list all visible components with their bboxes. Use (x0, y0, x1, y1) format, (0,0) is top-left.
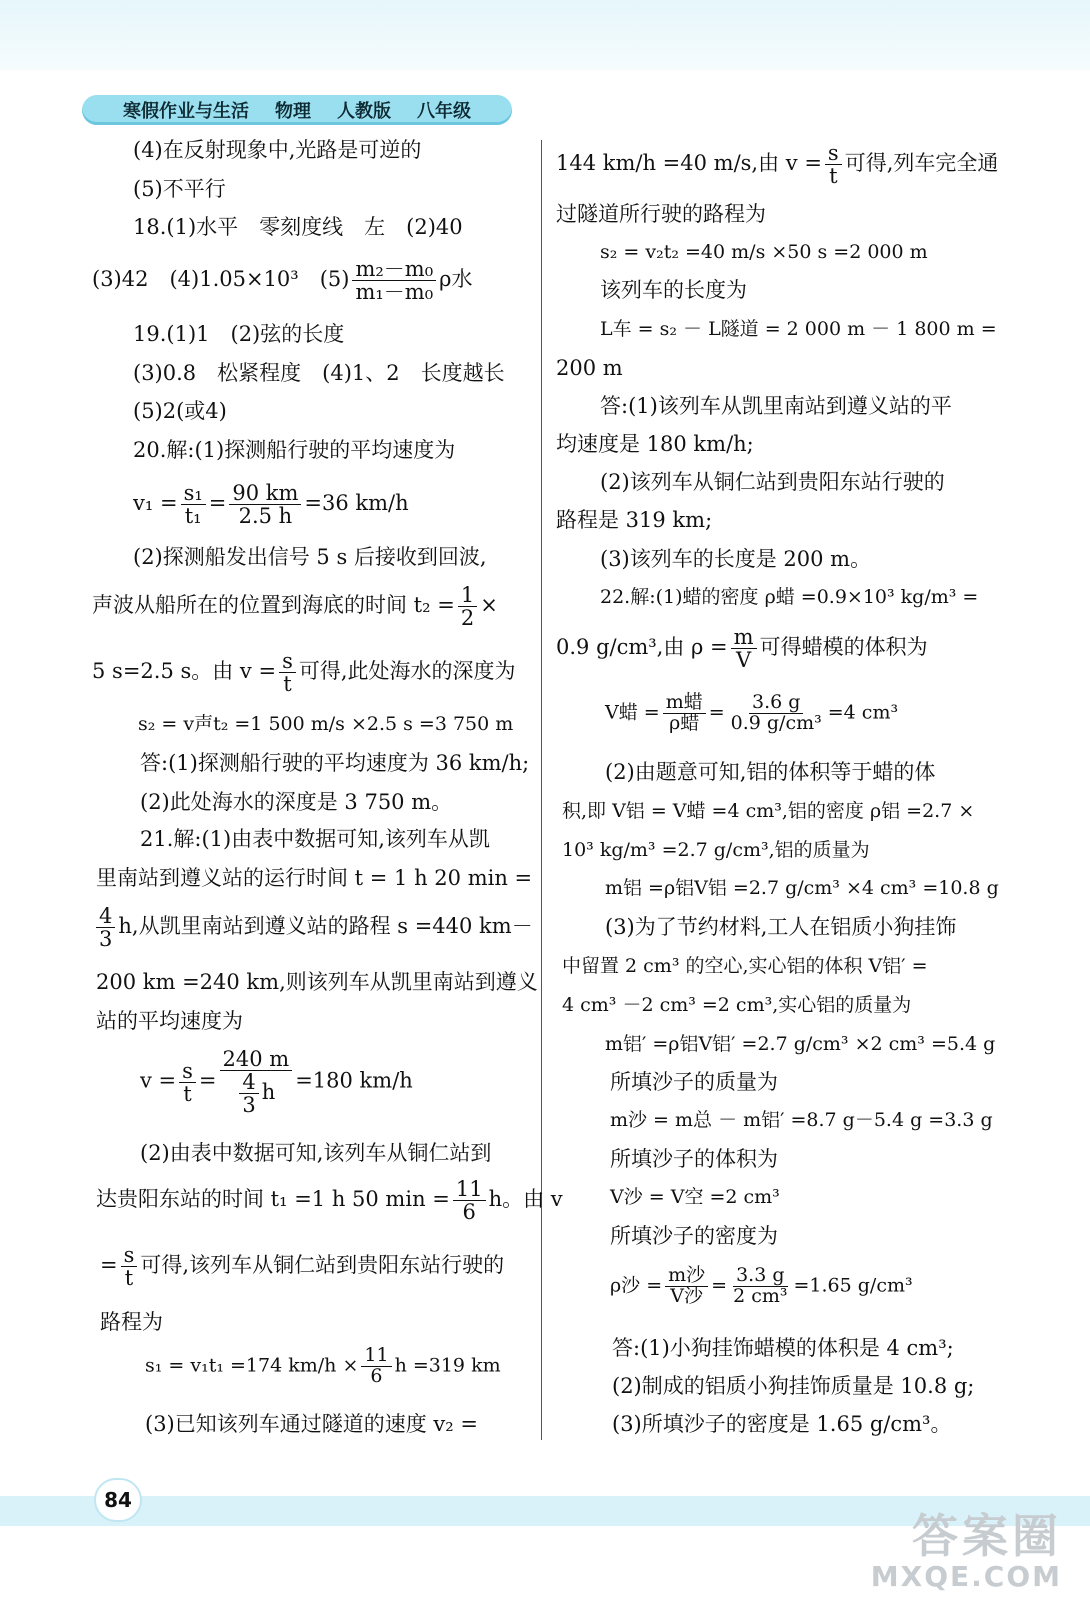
text-span: h,从凯里南站到遵义站的路程 s =440 km－ (118, 914, 533, 939)
denominator: V沙 (670, 1284, 704, 1307)
text-line: (5)不平行 (133, 177, 226, 201)
equation-line (556, 626, 928, 671)
numerator: 4 (96, 905, 115, 928)
text-line: (3)该列车的长度是 200 m。 (600, 547, 872, 571)
numerator: s (179, 1060, 196, 1083)
text-span: 可得,此处海水的深度为 (298, 659, 516, 684)
equation-line (556, 142, 998, 187)
denominator: 6 (462, 1200, 476, 1225)
text-line: 20.解:(1)探测船行驶的平均速度为 (133, 438, 456, 462)
denominator: 0.9 g/cm³ (730, 711, 822, 734)
text-span: 可得,该列车从铜仁站到贵阳东站行驶的 (140, 1253, 505, 1278)
edition-label: 人教版 (337, 101, 391, 122)
equation-line: m沙 = m总 － m铝′ =8.7 g－5.4 g =3.3 g (610, 1109, 993, 1131)
text-span: =180 km/h (295, 1068, 413, 1093)
text-line: 10³ kg/m³ =2.7 g/cm³,铝的质量为 (562, 839, 870, 861)
fraction (361, 1346, 391, 1387)
equation-line (145, 1346, 501, 1387)
text-span: 声波从船所在的位置到海底的时间 t₂ = (92, 593, 455, 618)
top-band (0, 0, 1090, 70)
denominator: t (829, 164, 838, 189)
text-span: × (480, 593, 498, 618)
text-line: 所填沙子的体积为 (610, 1147, 778, 1171)
text-line: 积,即 V铝 = V蜡 =4 cm³,铝的密度 ρ铝 =2.7 × (562, 800, 975, 822)
numerator: 3.3 g (733, 1266, 787, 1287)
equation-line (96, 1178, 563, 1223)
numerator: m蜡 (663, 693, 706, 714)
text-line: (2)由题意可知,铝的体积等于蜡的体 (605, 760, 936, 784)
subject-label: 物理 (275, 101, 311, 122)
text-line: (3)已知该列车通过隧道的速度 v₂ = (145, 1412, 478, 1436)
numerator: 1 (458, 584, 477, 607)
fraction (181, 482, 206, 527)
watermark-url: MXQE.COM (870, 1560, 1062, 1593)
grade-label: 八年级 (417, 101, 471, 122)
equation-line (92, 258, 473, 303)
text-span: 达贵阳东站的时间 t₁ =1 h 50 min = (96, 1187, 450, 1212)
denominator: 2 cm³ (733, 1284, 788, 1307)
text-line: 200 m (556, 356, 623, 380)
text-line: 答:(1)小狗挂饰蜡模的体积是 4 cm³; (612, 1336, 954, 1360)
numerator: 11 (361, 1346, 391, 1367)
text-span: s₁ = v₁t₁ =174 km/h × (145, 1354, 359, 1377)
text-line: 路程是 319 km; (556, 508, 713, 532)
text-span: ρ沙 = (610, 1274, 663, 1297)
text-line: (4)在反射现象中,光路是可逆的 (133, 138, 422, 162)
text-line: 该列车的长度为 (600, 278, 747, 302)
denominator: 3 (99, 927, 113, 952)
denominator: t (283, 672, 292, 697)
page-number: 84 (94, 1478, 142, 1522)
text-line: 答:(1)该列车从凯里南站到遵义站的平 (600, 394, 952, 418)
equation-line (92, 650, 516, 695)
page-header (82, 95, 512, 125)
watermark-logo-text: 答案圈 (912, 1509, 1062, 1563)
equation-line: v = $\frac{s}{t}$ = 240 m $\frac{4}{3}$ h =180 km/h (140, 1047, 413, 1118)
text-span: 0.9 g/cm³,由 ρ = (556, 635, 728, 660)
denominator: ρ蜡 (669, 711, 700, 734)
fraction (453, 1178, 486, 1223)
equation-line: m铝 =ρ铝V铝 =2.7 g/cm³ ×4 cm³ =10.8 g (605, 877, 999, 899)
numerator: s (121, 1244, 138, 1267)
text-line: 21.解:(1)由表中数据可知,该列车从凯 (140, 827, 490, 851)
fraction (728, 693, 825, 734)
denominator: m₁－m₀ (355, 280, 434, 305)
text-span: 可得,列车完全通 (844, 151, 999, 176)
fraction (279, 650, 296, 695)
numerator: m (731, 626, 757, 649)
denominator: 3 (242, 1093, 256, 1118)
numerator: 4 (239, 1071, 258, 1094)
fraction (121, 1244, 138, 1289)
text-span: ρ水 (439, 267, 473, 292)
fraction (352, 258, 436, 303)
text-line: 均速度是 180 km/h; (556, 432, 754, 456)
fraction (825, 142, 842, 187)
text-line: (3)所填沙子的密度是 1.65 g/cm³。 (612, 1412, 952, 1436)
text-line: (2)该列车从铜仁站到贵阳东站行驶的 (600, 470, 945, 494)
text-span: 144 km/h =40 m/s,由 v = (556, 151, 822, 176)
numerator: m沙 (665, 1266, 708, 1287)
text-line: 所填沙子的密度为 (610, 1224, 778, 1248)
text-line: 路程为 (100, 1310, 163, 1334)
text-span: h。由 v (488, 1187, 563, 1212)
denominator (233, 1071, 278, 1116)
text-line: (2)制成的铝质小狗挂饰质量是 10.8 g; (612, 1374, 975, 1398)
equation-line: V沙 = V空 =2 cm³ (610, 1186, 780, 1208)
text-line: 站的平均速度为 (96, 1009, 243, 1033)
numerator: s (825, 142, 842, 165)
equation-line: L车 = s₂ － L隧道 = 2 000 m － 1 800 m = (600, 318, 997, 340)
text-span: =1.65 g/cm³ (793, 1274, 913, 1297)
text-line: (3)0.8 松紧程度 (4)1、2 长度越长 (133, 361, 505, 385)
equation-line: m铝′ =ρ铝V铝′ =2.7 g/cm³ ×2 cm³ =5.4 g (605, 1033, 996, 1055)
text-span: h (261, 1080, 276, 1105)
fraction (229, 482, 301, 527)
text-line: 里南站到遵义站的运行时间 t = 1 h 20 min = (96, 866, 533, 890)
denominator: t₁ (184, 504, 202, 529)
denominator: 2 (460, 606, 475, 631)
text-line: (5)2(或4) (133, 399, 227, 423)
denominator: 2.5 h (238, 504, 293, 529)
equation-line (92, 584, 498, 629)
equation-line (96, 905, 533, 950)
numerator: 90 km (229, 482, 301, 505)
text-span: =36 km/h (304, 491, 409, 516)
text-span: = (100, 1253, 118, 1278)
fraction (179, 1060, 196, 1105)
denominator: t (124, 1266, 134, 1291)
text-span: 5 s=2.5 s。由 v = (92, 659, 277, 684)
book-title: 寒假作业与生活 (123, 101, 249, 122)
fraction (239, 1071, 258, 1116)
denominator: t (183, 1081, 192, 1106)
text-span: (3)42 (4)1.05×10³ (5) (92, 267, 350, 292)
numerator: s (279, 650, 296, 673)
text-span: V蜡 = (605, 701, 660, 724)
numerator: 240 m (220, 1048, 293, 1071)
text-line: 所填沙子的质量为 (610, 1070, 778, 1094)
text-line: 答:(1)探测船行驶的平均速度为 36 km/h; (140, 751, 530, 775)
text-span: v = (140, 1068, 177, 1093)
text-span: v₁ = (133, 491, 178, 516)
text-line: 22.解:(1)蜡的密度 ρ蜡 =0.9×10³ kg/m³ = (600, 586, 979, 608)
numerator: 11 (453, 1178, 486, 1201)
equation-line: V蜡 = $\frac{\text{m蜡}}{\text{ρ蜡}}$ = $\frac{3.6 g}{\text{0.9 g/cm³}}$ =4 cm³ (605, 691, 899, 734)
denominator: V (736, 648, 752, 673)
numerator: s₁ (181, 482, 206, 505)
watermark (871, 1500, 1062, 1593)
text-line: 中留置 2 cm³ 的空心,实心铝的体积 V铝′ = (562, 955, 928, 977)
equation-line: v₁ = $\frac{\text{s₁}}{\text{t₁}}$ = $\frac{90 km}{2.5 h}$ =36 km/h (133, 481, 409, 529)
fraction (665, 1266, 708, 1307)
fraction (220, 1048, 293, 1116)
numerator: m₂－m₀ (352, 258, 436, 281)
text-line: (3)为了节约材料,工人在铝质小狗挂饰 (605, 915, 957, 939)
text-line: 18.(1)水平 零刻度线 左 (2)40 (133, 215, 463, 239)
text-line: 4 cm³ －2 cm³ =2 cm³,实心铝的质量为 (562, 994, 912, 1016)
equation-line: s₂ = v₂t₂ =40 m/s ×50 s =2 000 m (600, 241, 928, 263)
text-line: (2)由表中数据可知,该列车从铜仁站到 (140, 1141, 492, 1165)
text-span: 可得蜡模的体积为 (759, 635, 928, 660)
equation-line: ρ沙 = $\frac{\text{m沙}}{\text{V沙}}$ = $\frac{3.3 g}{\text{2 cm³}}$ =1.65 g/cm³ (610, 1264, 913, 1307)
equation-line: s₂ = v声t₂ =1 500 m/s ×2.5 s =3 750 m (138, 713, 514, 735)
column-divider (541, 140, 542, 1440)
fraction (458, 584, 477, 629)
text-line: 过隧道所行驶的路程为 (556, 202, 766, 226)
text-line: 200 km =240 km,则该列车从凯里南站到遵义 (96, 970, 538, 994)
fraction (663, 693, 706, 734)
text-span: h =319 km (394, 1354, 501, 1377)
text-line: (2)此处海水的深度是 3 750 m。 (140, 790, 453, 814)
denominator: 6 (370, 1364, 383, 1387)
text-line: (2)探测船发出信号 5 s 后接收到回波, (133, 545, 487, 569)
text-line: 19.(1)1 (2)弦的长度 (133, 322, 345, 346)
fraction (731, 626, 757, 671)
fraction (730, 1266, 790, 1307)
fraction (96, 905, 115, 950)
equation-line (100, 1244, 504, 1289)
numerator: 3.6 g (749, 693, 803, 714)
text-span: =4 cm³ (827, 701, 899, 724)
